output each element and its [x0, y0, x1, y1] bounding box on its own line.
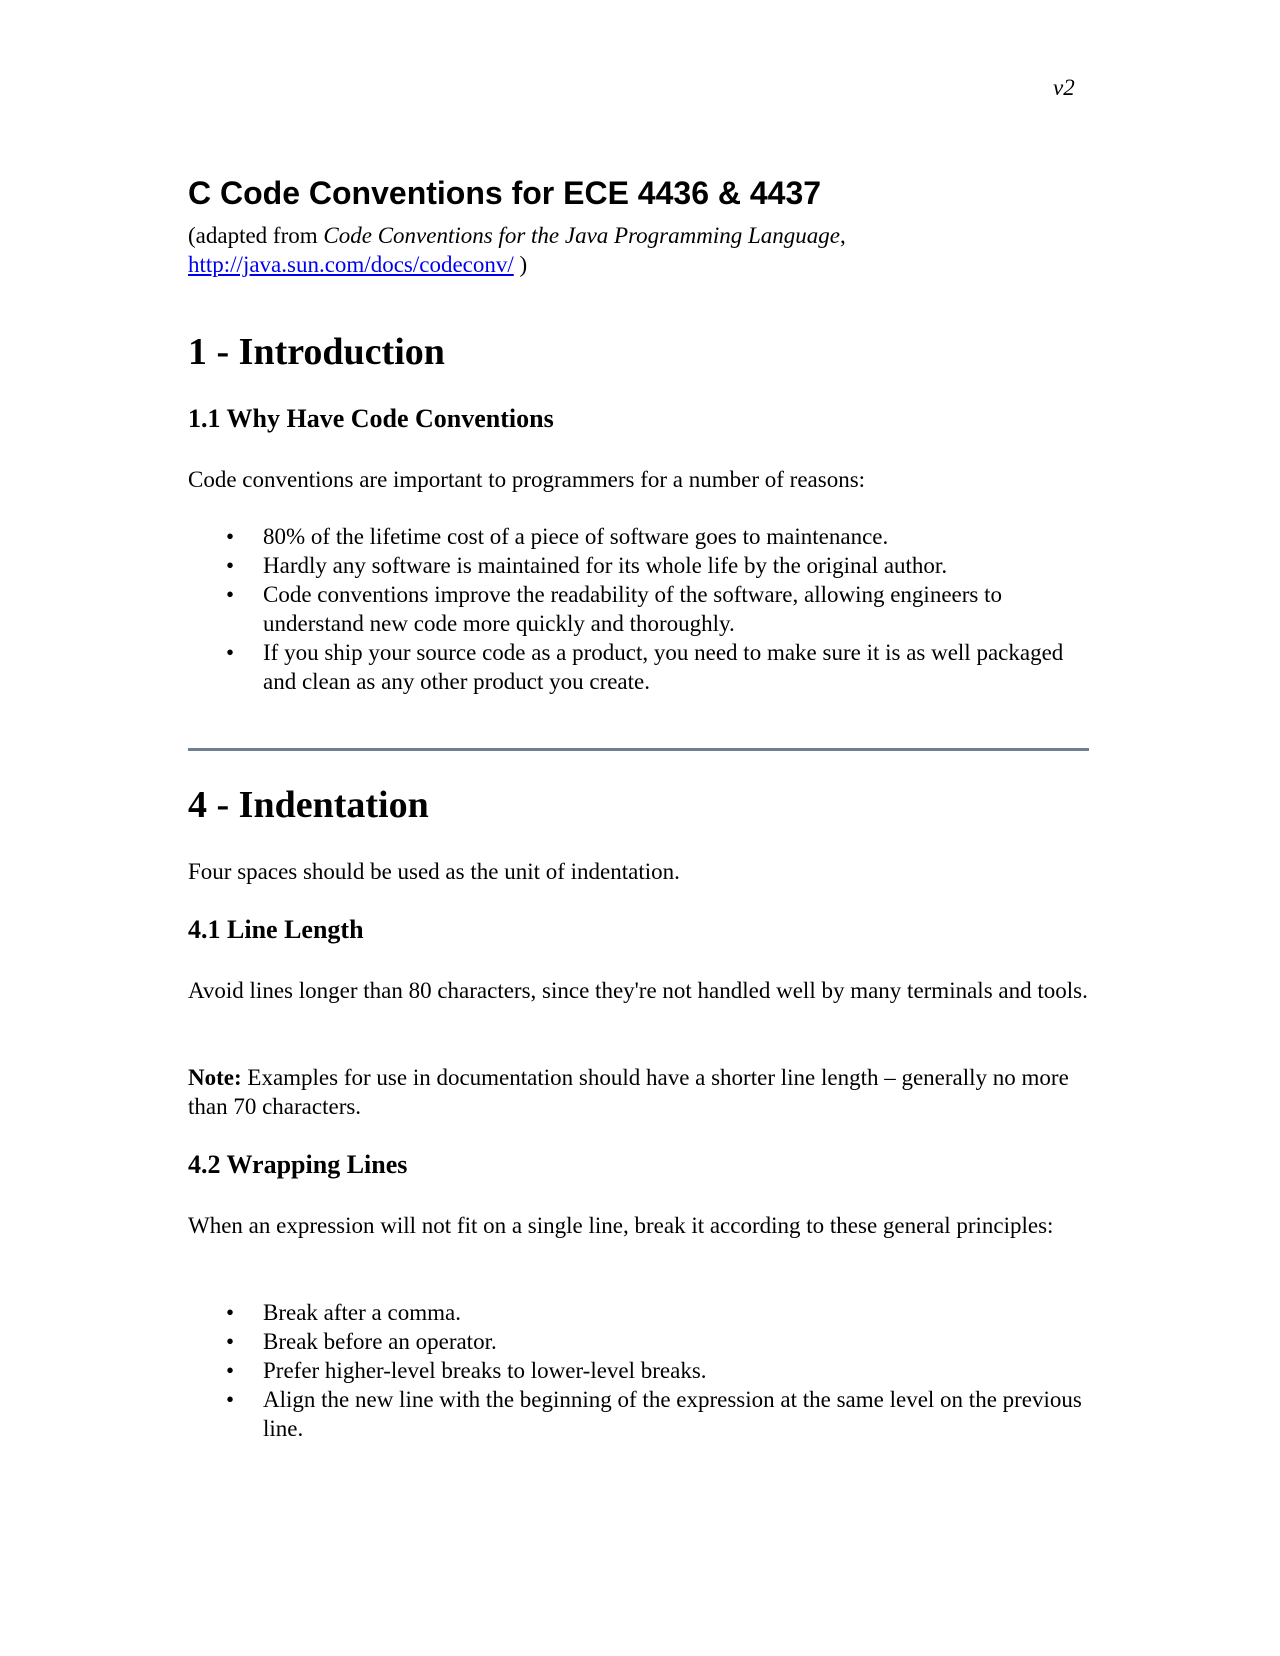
section-1-1-intro: Code conventions are important to programmers for a number of reasons:	[188, 467, 866, 492]
section-4-2-heading: 4.2 Wrapping Lines	[188, 1150, 408, 1179]
list-item-text: Hardly any software is maintained for its whole life by the original author.	[263, 553, 948, 578]
section-4-1-heading: 4.1 Line Length	[188, 915, 364, 944]
subtitle	[188, 221, 846, 279]
bullet-icon: •	[226, 1329, 235, 1354]
note-label: Note:	[188, 1065, 242, 1090]
section-4-heading: 4 - Indentation	[188, 784, 429, 826]
bullet-icon: •	[226, 640, 235, 665]
bullet-icon: •	[226, 582, 235, 607]
bullet-icon: •	[226, 1358, 235, 1383]
wrapping-principles-list	[188, 1298, 1098, 1443]
list-item	[188, 1298, 1098, 1327]
section-4-2-intro: When an expression will not fit on a single line, break it according to these general principles:	[188, 1213, 1054, 1238]
source-title: Code Conventions for the Java Programming Language	[323, 223, 840, 248]
section-1-1-heading: 1.1 Why Have Code Conventions	[188, 404, 554, 433]
list-item	[188, 1356, 1098, 1385]
section-1-heading: 1 - Introduction	[188, 331, 445, 373]
subtitle-prefix: (adapted from	[188, 223, 324, 248]
bullet-icon: •	[226, 553, 235, 578]
list-item	[188, 522, 1098, 551]
bullet-icon: •	[226, 1387, 235, 1412]
section-4-1-paragraph: Avoid lines longer than 80 characters, since they're not handled well by many terminals and tools.	[188, 978, 1088, 1003]
list-item-text: Align the new line with the beginning of the expression at the same level on the previous line.	[263, 1387, 1082, 1441]
list-item-text: 80% of the lifetime cost of a piece of software goes to maintenance.	[263, 524, 889, 549]
reasons-list	[188, 522, 1098, 696]
note-text: Examples for use in documentation should have a shorter line length – generally no more than 70 characters.	[188, 1065, 1069, 1119]
list-item-text: Break before an operator.	[263, 1329, 497, 1354]
bullet-icon: •	[226, 1300, 235, 1325]
list-item	[188, 638, 1098, 696]
source-link[interactable]: http://java.sun.com/docs/codeconv/	[188, 252, 514, 277]
document-title: C Code Conventions for ECE 4436 & 4437	[188, 175, 822, 211]
list-item-text: Prefer higher-level breaks to lower-level breaks.	[263, 1358, 707, 1383]
subtitle-comma: ,	[840, 223, 846, 248]
section-4-intro: Four spaces should be used as the unit of indentation.	[188, 859, 680, 884]
version-label: v2	[1053, 75, 1075, 100]
list-item-text: Break after a comma.	[263, 1300, 461, 1325]
subtitle-suffix: )	[513, 252, 528, 277]
section-divider	[188, 748, 1089, 751]
bullet-icon: •	[226, 524, 235, 549]
list-item	[188, 551, 1098, 580]
list-item	[188, 1327, 1098, 1356]
list-item	[188, 1385, 1098, 1443]
section-4-1-note	[188, 1063, 1098, 1121]
list-item-text: If you ship your source code as a product, you need to make sure it is as well packaged and clean as any other product you create.	[263, 640, 1064, 694]
list-item	[188, 580, 1098, 638]
list-item-text: Code conventions improve the readability of the software, allowing engineers to understand new code more quickly and thoroughly.	[263, 582, 1002, 636]
